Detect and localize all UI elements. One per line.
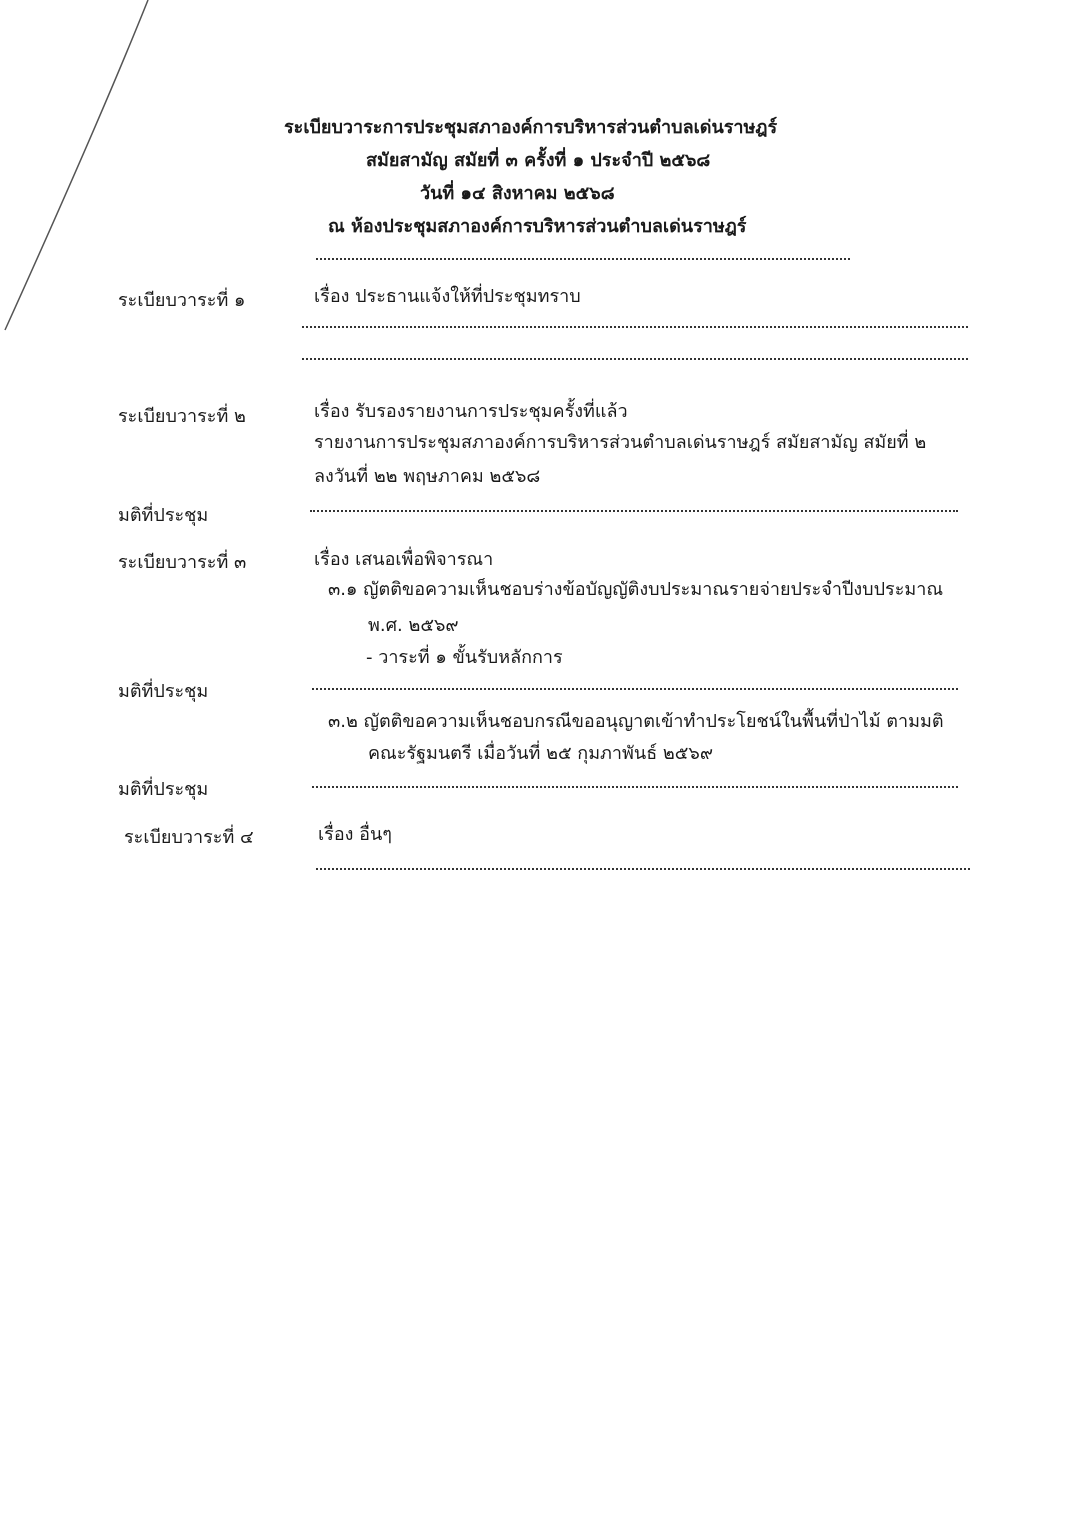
agenda-item-3-1-resolution-label: มติที่ประชุม <box>118 681 209 702</box>
agenda-item-3-1-line-1: ๓.๑ ญัตติขอความเห็นชอบร่างข้อบัญญัติงบประมาณรายจ่ายประจำปีงบประมาณ <box>328 579 944 600</box>
agenda-item-2-detail-2: ลงวันที่ ๒๒ พฤษภาคม ๒๕๖๘ <box>314 466 541 487</box>
venue-line: ณ ห้องประชุมสภาองค์การบริหารส่วนตำบลเด่นราษฎร์ <box>328 216 747 237</box>
agenda-item-3-2-line-2: คณะรัฐมนตรี เมื่อวันที่ ๒๕ กุมภาพันธ์ ๒๕๖๙ <box>368 743 714 764</box>
agenda-item-4-subject: เรื่อง อื่นๆ <box>318 824 392 845</box>
agenda-item-3-2-resolution-label: มติที่ประชุม <box>118 779 209 800</box>
agenda-item-1-label: ระเบียบวาระที่ ๑ <box>118 290 246 311</box>
agenda-item-2-detail-1: รายงานการประชุมสภาองค์การบริหารส่วนตำบลเด่นราษฎร์ สมัยสามัญ สมัยที่ ๒ <box>314 432 927 453</box>
session-line: สมัยสามัญ สมัยที่ ๓ ครั้งที่ ๑ ประจำปี ๒๕๖๘ <box>366 150 711 171</box>
agenda-item-3-1-line-2: พ.ศ. ๒๕๖๙ <box>368 615 459 636</box>
agenda-item-4-label: ระเบียบวาระที่ ๔ <box>124 827 254 848</box>
agenda-item-3-2-line-1: ๓.๒ ญัตติขอความเห็นชอบกรณีขออนุญาตเข้าทำประโยชน์ในพื้นที่ป่าไม้ ตามมติ <box>328 711 944 732</box>
header-divider <box>316 258 850 260</box>
agenda-item-1-subject: เรื่อง ประธานแจ้งให้ที่ประชุมทราบ <box>314 286 581 307</box>
agenda-item-2-resolution-label: มติที่ประชุม <box>118 505 209 526</box>
agenda-item-4-blank-line <box>316 868 970 870</box>
agenda-item-3-subject: เรื่อง เสนอเพื่อพิจารณา <box>314 549 494 570</box>
document-title: ระเบียบวาระการประชุมสภาองค์การบริหารส่วนตำบลเด่นราษฎร์ <box>284 117 778 138</box>
agenda-item-1-blank-line-1 <box>302 326 968 328</box>
date-line: วันที่ ๑๔ สิงหาคม ๒๕๖๘ <box>420 183 615 204</box>
agenda-item-3-1-resolution-line <box>312 688 958 690</box>
agenda-item-3-1-line-3: - วาระที่ ๑ ขั้นรับหลักการ <box>366 647 563 668</box>
agenda-item-3-2-resolution-line <box>312 786 958 788</box>
agenda-item-3-label: ระเบียบวาระที่ ๓ <box>118 552 247 573</box>
agenda-item-2-resolution-line <box>310 510 958 512</box>
agenda-item-1-blank-line-2 <box>302 358 968 360</box>
agenda-item-2-subject: เรื่อง รับรองรายงานการประชุมครั้งที่แล้ว <box>314 401 628 422</box>
agenda-item-2-label: ระเบียบวาระที่ ๒ <box>118 406 246 427</box>
